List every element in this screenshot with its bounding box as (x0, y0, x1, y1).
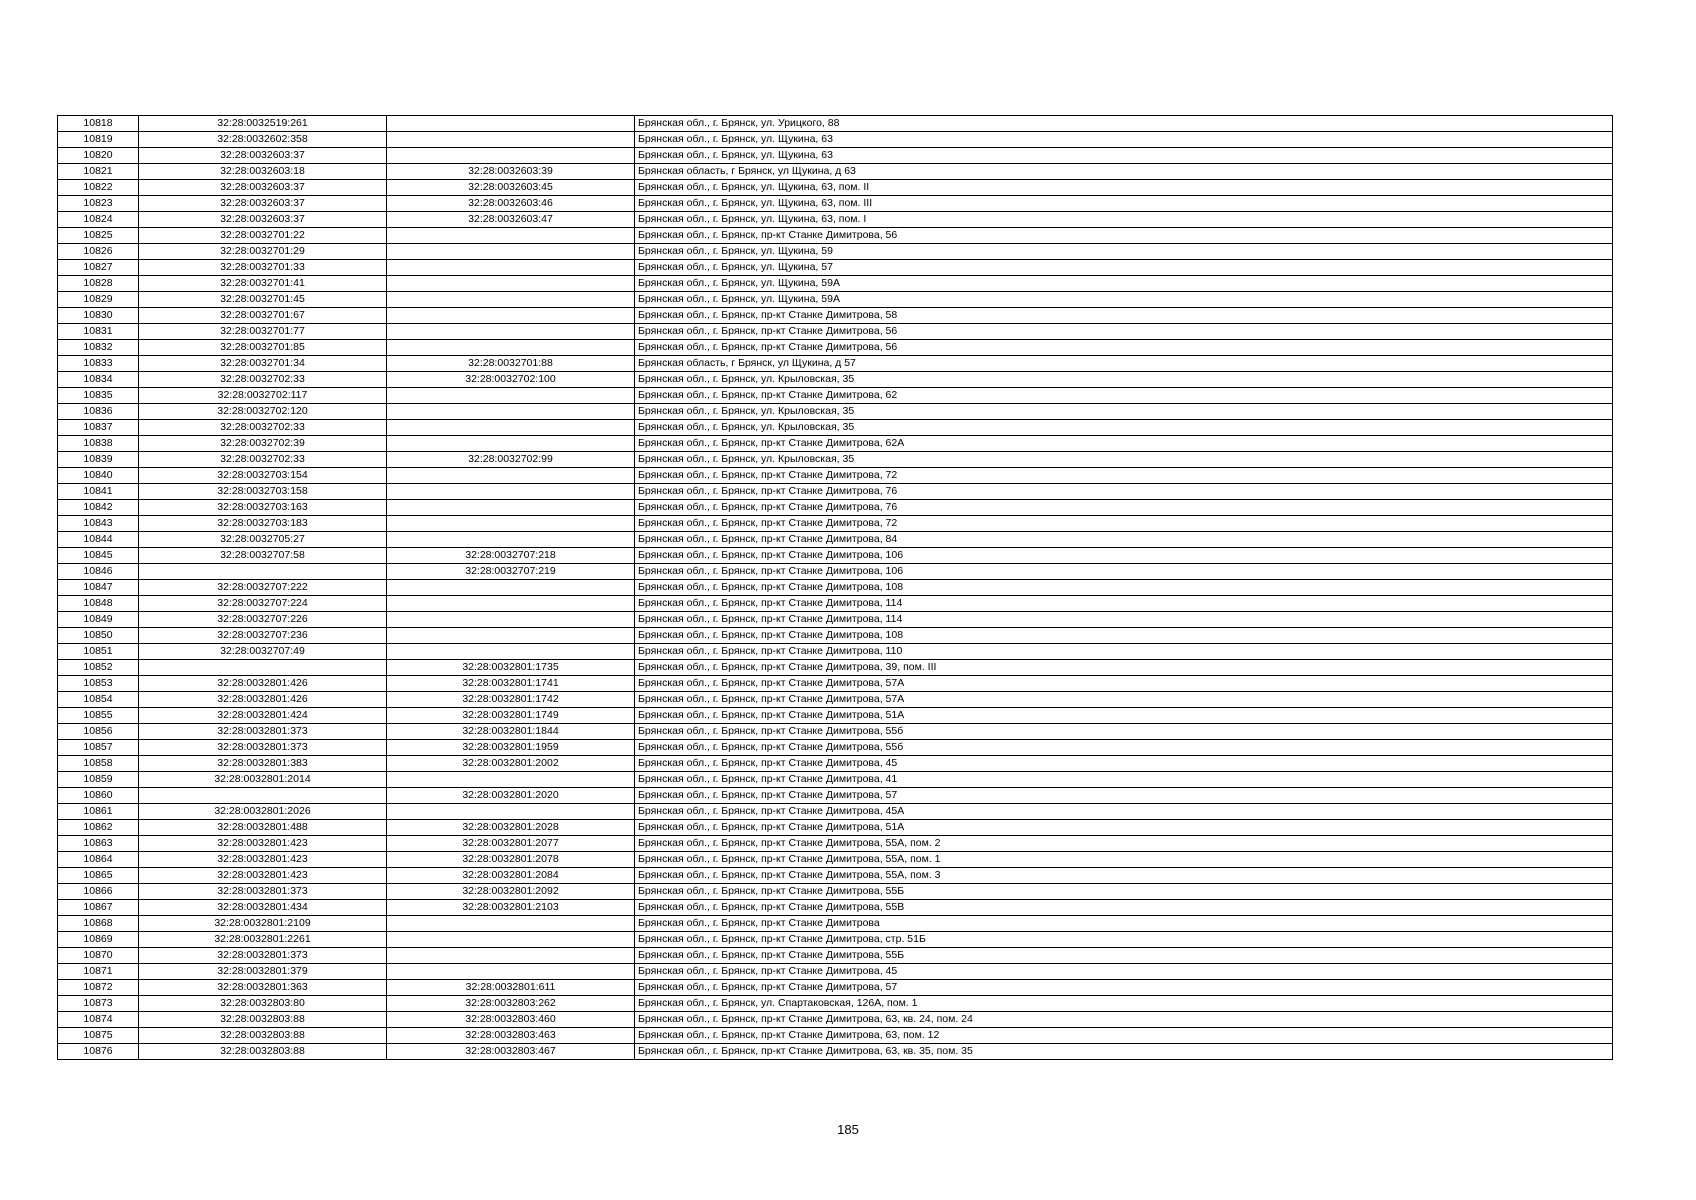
table-row (58, 772, 1613, 788)
address-cell: Брянская обл., г. Брянск, пр-кт Станке Димитрова, 55б (635, 724, 1613, 740)
table-row (58, 628, 1613, 644)
address-cell: Брянская обл., г. Брянск, ул. Спартаковская, 126А, пом. 1 (635, 996, 1613, 1012)
row-number-cell: 10830 (58, 308, 139, 324)
address-cell: Брянская обл., г. Брянск, пр-кт Станке Димитрова, 56 (635, 324, 1613, 340)
address-cell: Брянская обл., г. Брянск, ул. Крыловская, 35 (635, 372, 1613, 388)
table-row (58, 532, 1613, 548)
cadastral-number-cell: 32:28:0032801:434 (139, 900, 387, 916)
row-number-cell: 10873 (58, 996, 139, 1012)
object-cadastral-number-cell: 32:28:0032707:218 (387, 548, 635, 564)
row-number-cell: 10870 (58, 948, 139, 964)
address-cell: Брянская обл., г. Брянск, пр-кт Станке Димитрова, 55А, пом. 1 (635, 852, 1613, 868)
table-row (58, 900, 1613, 916)
address-cell: Брянская область, г Брянск, ул Щукина, д 57 (635, 356, 1613, 372)
cadastral-number-cell: 32:28:0032703:154 (139, 468, 387, 484)
cadastral-number-cell: 32:28:0032705:27 (139, 532, 387, 548)
object-cadastral-number-cell (387, 132, 635, 148)
row-number-cell: 10820 (58, 148, 139, 164)
address-cell: Брянская обл., г. Брянск, пр-кт Станке Димитрова, 110 (635, 644, 1613, 660)
object-cadastral-number-cell (387, 772, 635, 788)
object-cadastral-number-cell: 32:28:0032801:1959 (387, 740, 635, 756)
table-row (58, 884, 1613, 900)
object-cadastral-number-cell: 32:28:0032801:1844 (387, 724, 635, 740)
row-number-cell: 10875 (58, 1028, 139, 1044)
table-row (58, 756, 1613, 772)
address-cell: Брянская обл., г. Брянск, ул. Щукина, 63, пом. III (635, 196, 1613, 212)
table-row (58, 388, 1613, 404)
row-number-cell: 10826 (58, 244, 139, 260)
object-cadastral-number-cell (387, 292, 635, 308)
table-row (58, 484, 1613, 500)
table-row (58, 356, 1613, 372)
address-cell: Брянская обл., г. Брянск, пр-кт Станке Димитрова, 56 (635, 228, 1613, 244)
row-number-cell: 10821 (58, 164, 139, 180)
cadastral-number-cell: 32:28:0032801:383 (139, 756, 387, 772)
cadastral-number-cell: 32:28:0032701:22 (139, 228, 387, 244)
row-number-cell: 10858 (58, 756, 139, 772)
cadastral-number-cell: 32:28:0032801:2109 (139, 916, 387, 932)
table-row (58, 852, 1613, 868)
row-number-cell: 10867 (58, 900, 139, 916)
row-number-cell: 10822 (58, 180, 139, 196)
cadastral-number-cell: 32:28:0032801:2026 (139, 804, 387, 820)
cadastral-number-cell: 32:28:0032701:29 (139, 244, 387, 260)
row-number-cell: 10818 (58, 116, 139, 132)
cadastral-number-cell: 32:28:0032803:80 (139, 996, 387, 1012)
cadastral-number-cell: 32:28:0032701:41 (139, 276, 387, 292)
row-number-cell: 10871 (58, 964, 139, 980)
row-number-cell: 10841 (58, 484, 139, 500)
address-cell: Брянская обл., г. Брянск, пр-кт Станке Димитрова, 76 (635, 484, 1613, 500)
address-cell: Брянская обл., г. Брянск, пр-кт Станке Димитрова, 41 (635, 772, 1613, 788)
object-cadastral-number-cell: 32:28:0032603:45 (387, 180, 635, 196)
object-cadastral-number-cell (387, 420, 635, 436)
object-cadastral-number-cell: 32:28:0032707:219 (387, 564, 635, 580)
address-cell: Брянская обл., г. Брянск, пр-кт Станке Димитрова (635, 916, 1613, 932)
row-number-cell: 10827 (58, 260, 139, 276)
table-row (58, 196, 1613, 212)
table-row (58, 516, 1613, 532)
address-cell: Брянская обл., г. Брянск, пр-кт Станке Димитрова, 45А (635, 804, 1613, 820)
address-cell: Брянская обл., г. Брянск, пр-кт Станке Димитрова, 55б (635, 740, 1613, 756)
object-cadastral-number-cell (387, 580, 635, 596)
object-cadastral-number-cell: 32:28:0032603:47 (387, 212, 635, 228)
object-cadastral-number-cell: 32:28:0032803:460 (387, 1012, 635, 1028)
address-cell: Брянская обл., г. Брянск, ул. Щукина, 57 (635, 260, 1613, 276)
table-row (58, 916, 1613, 932)
table-row (58, 660, 1613, 676)
table-row (58, 788, 1613, 804)
object-cadastral-number-cell: 32:28:0032801:2077 (387, 836, 635, 852)
address-cell: Брянская обл., г. Брянск, пр-кт Станке Димитрова, 63, кв. 24, пом. 24 (635, 1012, 1613, 1028)
cadastral-number-cell: 32:28:0032702:33 (139, 452, 387, 468)
address-cell: Брянская обл., г. Брянск, пр-кт Станке Димитрова, 55Б (635, 948, 1613, 964)
address-cell: Брянская обл., г. Брянск, ул. Крыловская, 35 (635, 404, 1613, 420)
row-number-cell: 10828 (58, 276, 139, 292)
table-row (58, 548, 1613, 564)
object-cadastral-number-cell: 32:28:0032803:467 (387, 1044, 635, 1060)
object-cadastral-number-cell (387, 148, 635, 164)
row-number-cell: 10846 (58, 564, 139, 580)
table-row (58, 804, 1613, 820)
address-cell: Брянская обл., г. Брянск, ул. Крыловская, 35 (635, 420, 1613, 436)
row-number-cell: 10835 (58, 388, 139, 404)
cadastral-number-cell: 32:28:0032701:45 (139, 292, 387, 308)
address-cell: Брянская обл., г. Брянск, пр-кт Станке Димитрова, 55В (635, 900, 1613, 916)
table-row (58, 980, 1613, 996)
object-cadastral-number-cell (387, 308, 635, 324)
registry-table (57, 115, 1613, 1060)
cadastral-number-cell: 32:28:0032701:33 (139, 260, 387, 276)
row-number-cell: 10854 (58, 692, 139, 708)
table-row (58, 340, 1613, 356)
cadastral-number-cell: 32:28:0032702:33 (139, 420, 387, 436)
cadastral-number-cell: 32:28:0032603:37 (139, 212, 387, 228)
cadastral-number-cell: 32:28:0032707:224 (139, 596, 387, 612)
cadastral-number-cell: 32:28:0032801:363 (139, 980, 387, 996)
row-number-cell: 10834 (58, 372, 139, 388)
table-row (58, 260, 1613, 276)
table-row (58, 708, 1613, 724)
object-cadastral-number-cell (387, 388, 635, 404)
address-cell: Брянская обл., г. Брянск, пр-кт Станке Димитрова, 57А (635, 692, 1613, 708)
row-number-cell: 10825 (58, 228, 139, 244)
address-cell: Брянская обл., г. Брянск, пр-кт Станке Димитрова, 114 (635, 612, 1613, 628)
cadastral-number-cell: 32:28:0032702:33 (139, 372, 387, 388)
table-row (58, 276, 1613, 292)
row-number-cell: 10856 (58, 724, 139, 740)
row-number-cell: 10844 (58, 532, 139, 548)
table-row (58, 292, 1613, 308)
object-cadastral-number-cell (387, 260, 635, 276)
cadastral-number-cell: 32:28:0032701:77 (139, 324, 387, 340)
row-number-cell: 10845 (58, 548, 139, 564)
table-row (58, 612, 1613, 628)
row-number-cell: 10855 (58, 708, 139, 724)
object-cadastral-number-cell (387, 964, 635, 980)
table-row (58, 228, 1613, 244)
address-cell: Брянская обл., г. Брянск, пр-кт Станке Димитрова, 63, пом. 12 (635, 1028, 1613, 1044)
address-cell: Брянская обл., г. Брянск, пр-кт Станке Димитрова, 62 (635, 388, 1613, 404)
row-number-cell: 10869 (58, 932, 139, 948)
row-number-cell: 10848 (58, 596, 139, 612)
address-cell: Брянская обл., г. Брянск, пр-кт Станке Димитрова, 106 (635, 548, 1613, 564)
object-cadastral-number-cell: 32:28:0032801:1741 (387, 676, 635, 692)
object-cadastral-number-cell: 32:28:0032801:1742 (387, 692, 635, 708)
table-row (58, 404, 1613, 420)
address-cell: Брянская обл., г. Брянск, пр-кт Станке Димитрова, 72 (635, 516, 1613, 532)
table-row (58, 996, 1613, 1012)
row-number-cell: 10831 (58, 324, 139, 340)
object-cadastral-number-cell (387, 276, 635, 292)
object-cadastral-number-cell (387, 612, 635, 628)
cadastral-number-cell: 32:28:0032701:67 (139, 308, 387, 324)
cadastral-number-cell: 32:28:0032801:488 (139, 820, 387, 836)
object-cadastral-number-cell (387, 516, 635, 532)
cadastral-number-cell: 32:28:0032603:37 (139, 180, 387, 196)
table-row (58, 644, 1613, 660)
address-cell: Брянская обл., г. Брянск, пр-кт Станке Димитрова, 51А (635, 708, 1613, 724)
table-row (58, 164, 1613, 180)
address-cell: Брянская обл., г. Брянск, ул. Щукина, 63, пом. II (635, 180, 1613, 196)
object-cadastral-number-cell (387, 116, 635, 132)
row-number-cell: 10849 (58, 612, 139, 628)
cadastral-number-cell: 32:28:0032801:423 (139, 868, 387, 884)
table-row (58, 436, 1613, 452)
address-cell: Брянская обл., г. Брянск, пр-кт Станке Димитрова, 62А (635, 436, 1613, 452)
cadastral-number-cell: 32:28:0032603:18 (139, 164, 387, 180)
address-cell: Брянская обл., г. Брянск, пр-кт Станке Димитрова, 72 (635, 468, 1613, 484)
cadastral-number-cell: 32:28:0032702:120 (139, 404, 387, 420)
cadastral-number-cell: 32:28:0032602:358 (139, 132, 387, 148)
cadastral-number-cell: 32:28:0032801:426 (139, 692, 387, 708)
object-cadastral-number-cell (387, 404, 635, 420)
address-cell: Брянская обл., г. Брянск, пр-кт Станке Димитрова, 56 (635, 340, 1613, 356)
row-number-cell: 10823 (58, 196, 139, 212)
registry-table-body (58, 116, 1613, 1060)
table-row (58, 740, 1613, 756)
object-cadastral-number-cell: 32:28:0032801:1749 (387, 708, 635, 724)
cadastral-number-cell (139, 564, 387, 580)
table-row (58, 116, 1613, 132)
address-cell: Брянская обл., г. Брянск, ул. Щукина, 63 (635, 148, 1613, 164)
cadastral-number-cell: 32:28:0032603:37 (139, 196, 387, 212)
table-row (58, 932, 1613, 948)
row-number-cell: 10863 (58, 836, 139, 852)
table-row (58, 212, 1613, 228)
cadastral-number-cell (139, 660, 387, 676)
cadastral-number-cell: 32:28:0032801:373 (139, 948, 387, 964)
object-cadastral-number-cell: 32:28:0032701:88 (387, 356, 635, 372)
address-cell: Брянская обл., г. Брянск, пр-кт Станке Димитрова, 45 (635, 756, 1613, 772)
object-cadastral-number-cell (387, 916, 635, 932)
object-cadastral-number-cell: 32:28:0032801:2078 (387, 852, 635, 868)
object-cadastral-number-cell (387, 244, 635, 260)
address-cell: Брянская обл., г. Брянск, пр-кт Станке Димитрова, 114 (635, 596, 1613, 612)
table-row (58, 420, 1613, 436)
row-number-cell: 10862 (58, 820, 139, 836)
row-number-cell: 10874 (58, 1012, 139, 1028)
table-row (58, 596, 1613, 612)
cadastral-number-cell: 32:28:0032703:183 (139, 516, 387, 532)
row-number-cell: 10832 (58, 340, 139, 356)
table-row (58, 244, 1613, 260)
row-number-cell: 10840 (58, 468, 139, 484)
row-number-cell: 10838 (58, 436, 139, 452)
object-cadastral-number-cell (387, 484, 635, 500)
row-number-cell: 10851 (58, 644, 139, 660)
object-cadastral-number-cell (387, 932, 635, 948)
object-cadastral-number-cell: 32:28:0032801:611 (387, 980, 635, 996)
table-row (58, 372, 1613, 388)
address-cell: Брянская обл., г. Брянск, пр-кт Станке Димитрова, 76 (635, 500, 1613, 516)
object-cadastral-number-cell: 32:28:0032801:2092 (387, 884, 635, 900)
row-number-cell: 10872 (58, 980, 139, 996)
cadastral-number-cell: 32:28:0032603:37 (139, 148, 387, 164)
address-cell: Брянская область, г Брянск, ул Щукина, д 63 (635, 164, 1613, 180)
table-row (58, 580, 1613, 596)
cadastral-number-cell: 32:28:0032707:49 (139, 644, 387, 660)
address-cell: Брянская обл., г. Брянск, ул. Щукина, 59А (635, 276, 1613, 292)
table-row (58, 500, 1613, 516)
object-cadastral-number-cell: 32:28:0032702:99 (387, 452, 635, 468)
cadastral-number-cell: 32:28:0032702:117 (139, 388, 387, 404)
row-number-cell: 10833 (58, 356, 139, 372)
cadastral-number-cell: 32:28:0032803:88 (139, 1012, 387, 1028)
row-number-cell: 10847 (58, 580, 139, 596)
table-row (58, 308, 1613, 324)
row-number-cell: 10819 (58, 132, 139, 148)
object-cadastral-number-cell: 32:28:0032801:2020 (387, 788, 635, 804)
table-row (58, 132, 1613, 148)
cadastral-number-cell: 32:28:0032702:39 (139, 436, 387, 452)
cadastral-number-cell: 32:28:0032703:158 (139, 484, 387, 500)
object-cadastral-number-cell (387, 804, 635, 820)
cadastral-number-cell: 32:28:0032801:373 (139, 884, 387, 900)
table-row (58, 180, 1613, 196)
address-cell: Брянская обл., г. Брянск, ул. Урицкого, 88 (635, 116, 1613, 132)
address-cell: Брянская обл., г. Брянск, пр-кт Станке Димитрова, стр. 51Б (635, 932, 1613, 948)
cadastral-number-cell: 32:28:0032703:163 (139, 500, 387, 516)
table-row (58, 1012, 1613, 1028)
object-cadastral-number-cell: 32:28:0032801:2103 (387, 900, 635, 916)
table-row (58, 468, 1613, 484)
table-row (58, 148, 1613, 164)
object-cadastral-number-cell: 32:28:0032801:1735 (387, 660, 635, 676)
row-number-cell: 10861 (58, 804, 139, 820)
address-cell: Брянская обл., г. Брянск, пр-кт Станке Димитрова, 45 (635, 964, 1613, 980)
cadastral-number-cell: 32:28:0032803:88 (139, 1028, 387, 1044)
address-cell: Брянская обл., г. Брянск, пр-кт Станке Димитрова, 55А, пом. 2 (635, 836, 1613, 852)
cadastral-number-cell: 32:28:0032701:85 (139, 340, 387, 356)
row-number-cell: 10843 (58, 516, 139, 532)
row-number-cell: 10853 (58, 676, 139, 692)
object-cadastral-number-cell: 32:28:0032702:100 (387, 372, 635, 388)
table-row (58, 452, 1613, 468)
row-number-cell: 10836 (58, 404, 139, 420)
object-cadastral-number-cell: 32:28:0032801:2084 (387, 868, 635, 884)
table-row (58, 724, 1613, 740)
row-number-cell: 10842 (58, 500, 139, 516)
object-cadastral-number-cell (387, 500, 635, 516)
object-cadastral-number-cell (387, 532, 635, 548)
table-row (58, 1044, 1613, 1060)
address-cell: Брянская обл., г. Брянск, ул. Щукина, 59 (635, 244, 1613, 260)
table-row (58, 676, 1613, 692)
object-cadastral-number-cell (387, 228, 635, 244)
cadastral-number-cell (139, 788, 387, 804)
object-cadastral-number-cell (387, 948, 635, 964)
address-cell: Брянская обл., г. Брянск, пр-кт Станке Димитрова, 63, кв. 35, пом. 35 (635, 1044, 1613, 1060)
row-number-cell: 10852 (58, 660, 139, 676)
row-number-cell: 10824 (58, 212, 139, 228)
page-number: 185 (837, 1122, 859, 1137)
cadastral-number-cell: 32:28:0032801:426 (139, 676, 387, 692)
row-number-cell: 10829 (58, 292, 139, 308)
cadastral-number-cell: 32:28:0032801:373 (139, 724, 387, 740)
cadastral-number-cell: 32:28:0032707:58 (139, 548, 387, 564)
row-number-cell: 10864 (58, 852, 139, 868)
cadastral-number-cell: 32:28:0032707:226 (139, 612, 387, 628)
address-cell: Брянская обл., г. Брянск, пр-кт Станке Димитрова, 51А (635, 820, 1613, 836)
table-row (58, 948, 1613, 964)
cadastral-number-cell: 32:28:0032801:379 (139, 964, 387, 980)
table-row (58, 692, 1613, 708)
table-row (58, 820, 1613, 836)
address-cell: Брянская обл., г. Брянск, ул. Щукина, 59А (635, 292, 1613, 308)
row-number-cell: 10850 (58, 628, 139, 644)
object-cadastral-number-cell: 32:28:0032603:39 (387, 164, 635, 180)
address-cell: Брянская обл., г. Брянск, пр-кт Станке Димитрова, 84 (635, 532, 1613, 548)
row-number-cell: 10859 (58, 772, 139, 788)
row-number-cell: 10868 (58, 916, 139, 932)
table-row (58, 1028, 1613, 1044)
row-number-cell: 10865 (58, 868, 139, 884)
cadastral-number-cell: 32:28:0032801:423 (139, 852, 387, 868)
table-row (58, 564, 1613, 580)
address-cell: Брянская обл., г. Брянск, пр-кт Станке Димитрова, 57 (635, 980, 1613, 996)
cadastral-number-cell: 32:28:0032701:34 (139, 356, 387, 372)
address-cell: Брянская обл., г. Брянск, пр-кт Станке Димитрова, 57 (635, 788, 1613, 804)
object-cadastral-number-cell: 32:28:0032803:262 (387, 996, 635, 1012)
row-number-cell: 10839 (58, 452, 139, 468)
row-number-cell: 10837 (58, 420, 139, 436)
cadastral-number-cell: 32:28:0032801:423 (139, 836, 387, 852)
cadastral-number-cell: 32:28:0032801:373 (139, 740, 387, 756)
address-cell: Брянская обл., г. Брянск, ул. Крыловская, 35 (635, 452, 1613, 468)
object-cadastral-number-cell: 32:28:0032603:46 (387, 196, 635, 212)
object-cadastral-number-cell: 32:28:0032801:2002 (387, 756, 635, 772)
address-cell: Брянская обл., г. Брянск, пр-кт Станке Димитрова, 58 (635, 308, 1613, 324)
object-cadastral-number-cell (387, 628, 635, 644)
address-cell: Брянская обл., г. Брянск, ул. Щукина, 63 (635, 132, 1613, 148)
cadastral-number-cell: 32:28:0032519:261 (139, 116, 387, 132)
object-cadastral-number-cell (387, 324, 635, 340)
cadastral-number-cell: 32:28:0032801:2014 (139, 772, 387, 788)
object-cadastral-number-cell (387, 644, 635, 660)
address-cell: Брянская обл., г. Брянск, ул. Щукина, 63, пом. I (635, 212, 1613, 228)
table-row (58, 324, 1613, 340)
object-cadastral-number-cell: 32:28:0032801:2028 (387, 820, 635, 836)
address-cell: Брянская обл., г. Брянск, пр-кт Станке Димитрова, 55Б (635, 884, 1613, 900)
object-cadastral-number-cell (387, 436, 635, 452)
table-row (58, 836, 1613, 852)
address-cell: Брянская обл., г. Брянск, пр-кт Станке Димитрова, 57А (635, 676, 1613, 692)
object-cadastral-number-cell (387, 340, 635, 356)
address-cell: Брянская обл., г. Брянск, пр-кт Станке Димитрова, 39, пом. III (635, 660, 1613, 676)
row-number-cell: 10857 (58, 740, 139, 756)
object-cadastral-number-cell (387, 596, 635, 612)
object-cadastral-number-cell (387, 468, 635, 484)
table-row (58, 964, 1613, 980)
address-cell: Брянская обл., г. Брянск, пр-кт Станке Димитрова, 106 (635, 564, 1613, 580)
row-number-cell: 10866 (58, 884, 139, 900)
cadastral-number-cell: 32:28:0032707:222 (139, 580, 387, 596)
row-number-cell: 10876 (58, 1044, 139, 1060)
cadastral-number-cell: 32:28:0032801:424 (139, 708, 387, 724)
object-cadastral-number-cell: 32:28:0032803:463 (387, 1028, 635, 1044)
row-number-cell: 10860 (58, 788, 139, 804)
address-cell: Брянская обл., г. Брянск, пр-кт Станке Димитрова, 55А, пом. 3 (635, 868, 1613, 884)
cadastral-number-cell: 32:28:0032707:236 (139, 628, 387, 644)
table-row (58, 868, 1613, 884)
cadastral-number-cell: 32:28:0032801:2261 (139, 932, 387, 948)
address-cell: Брянская обл., г. Брянск, пр-кт Станке Димитрова, 108 (635, 628, 1613, 644)
cadastral-number-cell: 32:28:0032803:88 (139, 1044, 387, 1060)
address-cell: Брянская обл., г. Брянск, пр-кт Станке Димитрова, 108 (635, 580, 1613, 596)
